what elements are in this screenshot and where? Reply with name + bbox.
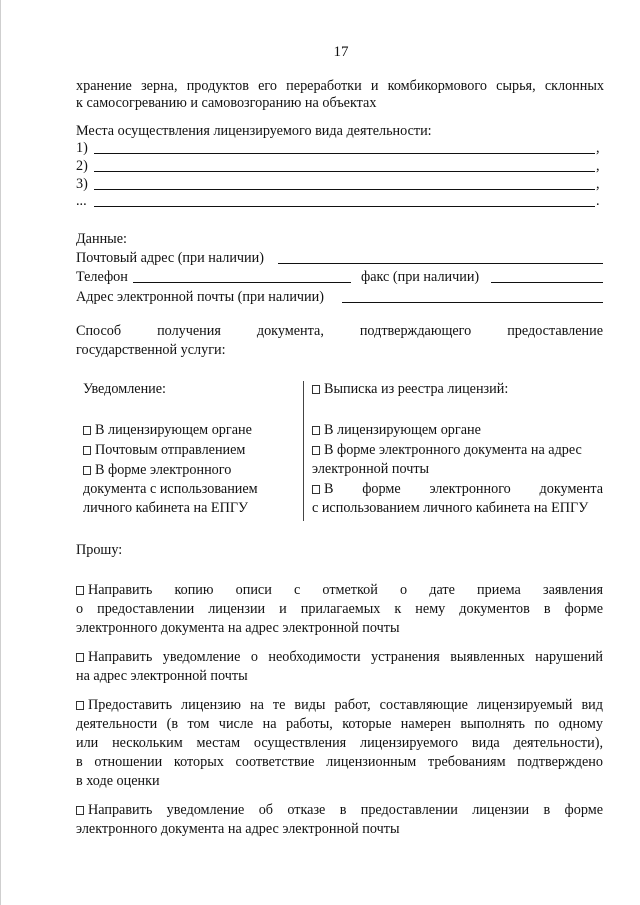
request-item-1-line-2: о предоставлении лицензии и прилагаемых к нему документов в форме [76,601,603,617]
notification-heading: Уведомление: [83,381,166,397]
request-item-3-line-3: или нескольким местам осуществления лицензируемого вида деятельности), [76,735,603,751]
contact-heading: Данные: [76,231,127,247]
extract-option-email-cont: электронной почты [312,461,430,477]
notification-option-licensing-body[interactable] [83,421,252,440]
checkbox-icon[interactable] [312,485,320,494]
request-item-1[interactable] [76,581,603,600]
request-item-2[interactable] [76,648,603,667]
method-line-1: Способ получения документа, подтверждающего предоставление [76,323,603,339]
place-1-blank[interactable] [94,153,595,154]
place-3-number: 3) [76,176,88,192]
request-item-3-line-4: в отношении которых соответствие лицензионным требованиям подтверждено [76,754,603,770]
fax-field[interactable] [491,282,603,283]
option-label: В лицензирующем органе [324,422,481,438]
place-2-number: 2) [76,158,88,174]
place-more-number: ... [76,193,87,209]
notification-option-electronic[interactable] [83,461,231,480]
request-item-4[interactable] [76,801,603,820]
option-label: В форме электронного [95,462,232,478]
request-item-1-line-3: электронного документа на адрес электронной почты [76,620,400,636]
checkbox-icon[interactable] [76,806,84,815]
notification-option-electronic-cont-1: документа с использованием [83,481,258,497]
request-item-2-line-1: Направить уведомление о необходимости устранения выявленных нарушений [88,649,603,665]
intro-line-2: к самосогреванию и самовозгоранию на объектах [76,95,377,111]
checkbox-icon[interactable] [83,426,91,435]
extract-option-email[interactable] [312,441,582,460]
place-2-blank[interactable] [94,171,595,172]
request-item-3-line-2: деятельности (в том числе на работы, которые намерен выполнять по одному [76,716,603,732]
place-3-blank[interactable] [94,189,595,190]
place-2-end: , [596,158,600,174]
checkbox-icon[interactable] [312,385,320,394]
checkbox-icon[interactable] [83,466,91,475]
column-divider [303,381,304,521]
request-item-3-line-1: Предоставить лицензию на те виды работ, составляющие лицензируемый вид [88,697,603,713]
intro-line-1: хранение зерна, продуктов его переработки и комбикормового сырья, склонных [76,78,604,94]
place-1-end: , [596,140,600,156]
checkbox-icon[interactable] [76,653,84,662]
request-item-1-line-1: Направить копию описи с отметкой о дате приема заявления [88,582,603,598]
notification-option-electronic-cont-2: личного кабинета на ЕПГУ [83,500,249,516]
request-item-2-line-2: на адрес электронной почты [76,668,248,684]
extract-option-epgu[interactable] [312,480,603,499]
request-item-3[interactable] [76,696,603,715]
places-heading: Места осуществления лицензируемого вида деятельности: [76,123,432,139]
place-more-blank[interactable] [94,206,595,207]
email-label: Адрес электронной почты (при наличии) [76,289,324,305]
phone-label: Телефон [76,269,128,285]
postal-address-label: Почтовый адрес (при наличии) [76,250,264,266]
page-number: 17 [333,44,349,60]
extract-option-heading[interactable] [312,380,508,399]
email-field[interactable] [342,302,603,303]
checkbox-icon[interactable] [76,701,84,710]
place-3-end: , [596,176,600,192]
option-label: В лицензирующем органе [95,422,252,438]
option-label: В форме электронного документа на адрес [324,442,582,458]
request-heading: Прошу: [76,542,123,558]
phone-field[interactable] [133,282,351,283]
request-item-4-line-1: Направить уведомление об отказе в предоставлении лицензии в форме [88,802,603,818]
checkbox-icon[interactable] [312,426,320,435]
request-item-3-line-5: в ходе оценки [76,773,160,789]
place-more-end: . [596,193,600,209]
extract-option-licensing-body[interactable] [312,421,481,440]
option-label: Почтовым отправлением [95,442,246,458]
fax-label: факс (при наличии) [361,269,480,285]
checkbox-icon[interactable] [76,586,84,595]
method-line-2: государственной услуги: [76,342,226,358]
option-label: В форме электронного документа [324,481,603,497]
postal-address-field[interactable] [278,263,603,264]
extract-heading: Выписка из реестра лицензий: [324,381,509,397]
place-1-number: 1) [76,140,88,156]
checkbox-icon[interactable] [83,446,91,455]
extract-option-epgu-cont: с использованием личного кабинета на ЕПГУ [312,500,589,516]
notification-option-postal[interactable] [83,441,245,460]
checkbox-icon[interactable] [312,446,320,455]
request-item-4-line-2: электронного документа на адрес электронной почты [76,821,400,837]
